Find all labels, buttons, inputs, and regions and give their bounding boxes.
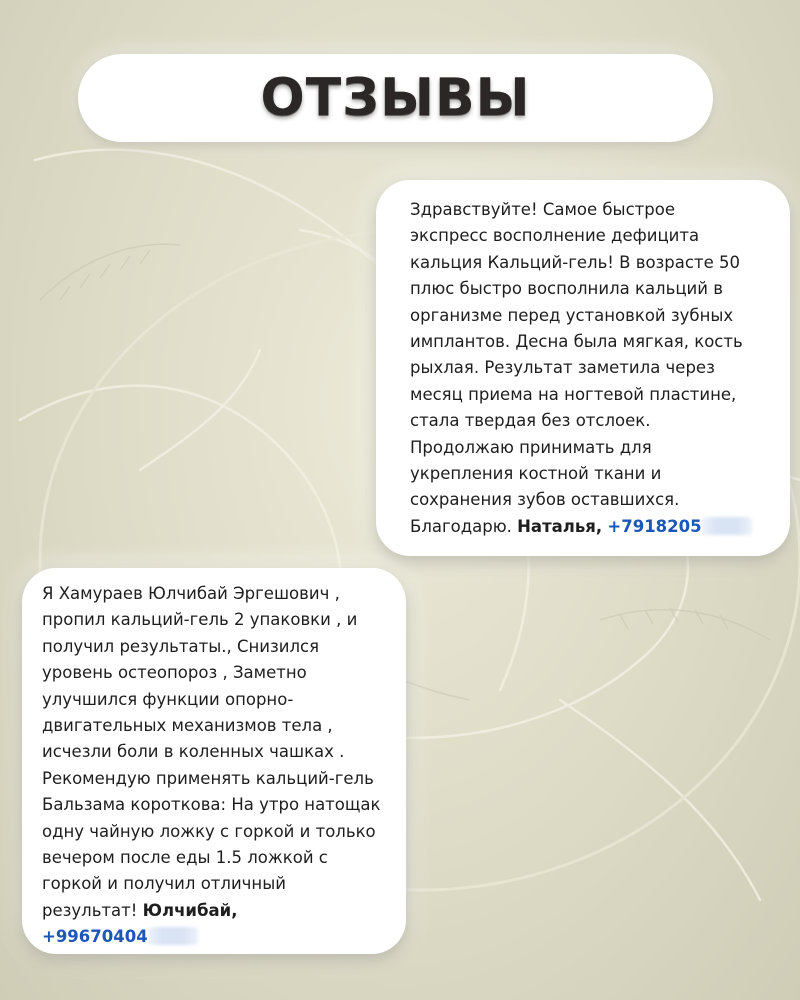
review-text-line: сохранения зубов оставшихся.: [410, 490, 680, 510]
title-banner: [78, 54, 713, 142]
review-text-line: уровень остеопороз , Заметно: [42, 663, 307, 683]
review-phone: +99670404: [42, 927, 148, 947]
review-text-line: плюс быстро восполнила кальций в: [410, 279, 723, 299]
review-text-line: получил результаты., Снизился: [42, 636, 320, 656]
review-card-natalya: [376, 180, 790, 556]
review-closing-text: результат!: [42, 900, 138, 920]
review-author: Наталья,: [517, 516, 603, 536]
review-author: Юлчибай,: [142, 900, 238, 920]
review-phone: +7918205: [607, 516, 702, 536]
page-title: ОТЗЫВЫ: [260, 68, 531, 128]
review-text-line: рыхлая. Результат заметила через: [410, 358, 715, 378]
review-text-line: экспресс восполнение дефицита: [410, 226, 700, 246]
review-text-line: одну чайную ложку с горкой и только: [42, 821, 376, 841]
review-text-line: Бальзама короткова: На утро натощак: [42, 795, 381, 815]
review-signature-line: [42, 898, 398, 924]
phone-redaction-blur: [702, 517, 752, 535]
review-text-line: пропил кальций-гель 2 упаковки , и: [42, 610, 358, 630]
review-text-line: укрепления костной ткани и: [410, 464, 662, 484]
phone-redaction-blur: [148, 927, 198, 945]
review-text-line: горкой и получил отличный: [42, 874, 286, 894]
review-card-yulchibay: [22, 568, 406, 954]
review-text-line: двигательных механизмов тела ,: [42, 716, 333, 736]
review-text-line: Рекомендую применять кальций-гель: [42, 768, 374, 788]
review-text-line: Здравствуйте! Самое быстрое: [410, 200, 675, 219]
review-phone-line: [42, 924, 398, 950]
review-text-line: стала твердая без отслоек.: [410, 411, 651, 431]
review-text-line: кальция Кальций-гель! В возрасте 50: [410, 252, 740, 272]
review-closing-text: Благодарю.: [410, 516, 512, 536]
review-text-line: организме перед установкой зубных: [410, 305, 734, 325]
review-text-line: улучшился функции опорно-: [42, 689, 294, 709]
review-text-line: Продолжаю принимать для: [410, 437, 652, 457]
review-signature-line: [410, 514, 780, 540]
review-text-line: Я Хамураев Юлчибай Эргешович ,: [42, 584, 340, 603]
review-text-line: вечером после еды 1.5 ложкой с: [42, 848, 328, 868]
review-text-line: имплантов. Десна была мягкая, кость: [410, 332, 743, 352]
review-text-line: исчезли боли в коленных чашках .: [42, 742, 345, 762]
review-text-line: месяц приема на ногтевой пластине,: [410, 384, 737, 404]
